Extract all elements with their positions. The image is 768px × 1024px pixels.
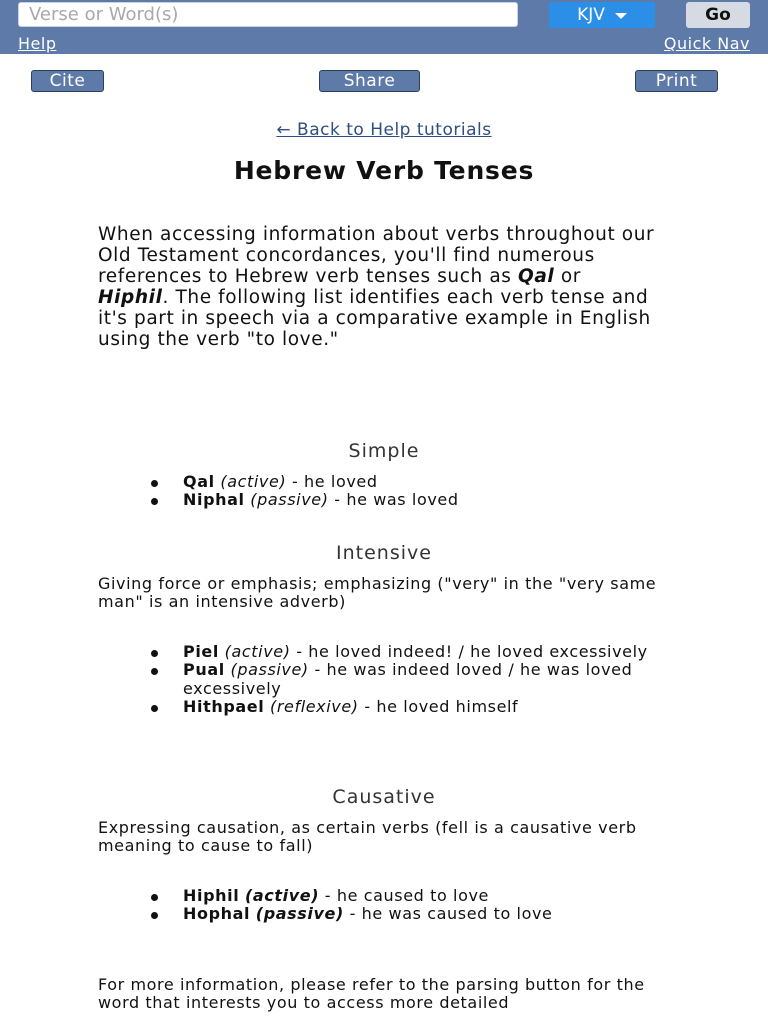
print-button[interactable]: Print [635, 70, 718, 92]
term-voice: (reflexive) [270, 696, 359, 716]
list-item [183, 473, 663, 491]
bullet-icon [151, 912, 158, 919]
help-link[interactable]: Help [18, 34, 57, 53]
intro-text-after: . The following list identifies each verb tense and it's part in speech via a comparative example in English using the verb "to love." [98, 287, 651, 350]
bullet-icon [151, 894, 158, 901]
list-item [183, 491, 663, 509]
term-name: Pual [183, 660, 225, 680]
term-example: - he was caused to love [343, 904, 553, 924]
search-input[interactable] [18, 2, 518, 27]
bible-version-select[interactable] [549, 2, 655, 28]
list-item [183, 661, 663, 698]
list-item [183, 905, 663, 923]
intensive-description: Giving force or emphasis; emphasizing ("very" in the "very same man" is an intensive adverb) [98, 574, 657, 612]
term-example: - he was loved [328, 490, 459, 510]
term-example: - he loved himself [358, 696, 519, 716]
term-name: Qal [183, 472, 215, 491]
term-example: - he was indeed loved / he was loved excessively [183, 660, 633, 698]
intro-text-before: When accessing information about verbs throughout our Old Testament concordances, you'll find numerous references to Hebrew verb tenses such as [98, 224, 655, 287]
causative-tense-list [183, 887, 663, 924]
term-name: Hithpael [183, 696, 265, 716]
top-nav-bar [0, 0, 768, 54]
bullet-icon [151, 668, 158, 675]
term-voice: (passive) [255, 904, 344, 924]
term-example: - he loved [286, 472, 378, 491]
list-item [183, 643, 663, 661]
bullet-icon [151, 498, 158, 505]
go-button[interactable]: Go [686, 2, 750, 28]
closing-paragraph: For more information, please refer to the parsing button for the word that interests you to access more detailed [98, 975, 645, 1013]
term-voice: (active) [220, 472, 287, 491]
list-item [183, 887, 663, 905]
page-title: Hebrew Verb Tenses [233, 156, 535, 185]
back-to-help-link[interactable]: ← Back to Help tutorials [276, 120, 492, 140]
term-name: Hophal [183, 904, 251, 924]
share-button[interactable]: Share [319, 70, 420, 92]
intro-text-mid: or [554, 266, 581, 287]
term-voice: (passive) [230, 660, 309, 680]
term-name: Niphal [183, 490, 245, 510]
term-name: Hiphil [183, 886, 240, 905]
term-example: - he loved indeed! / he loved excessively [290, 642, 648, 661]
term-example: - he caused to love [319, 886, 489, 905]
intensive-tense-list [183, 643, 663, 716]
intro-term-qal: Qal [518, 266, 555, 287]
quick-nav-link[interactable]: Quick Nav [663, 34, 750, 53]
caret-down-icon [615, 13, 627, 19]
simple-tense-list [183, 473, 663, 510]
bullet-icon [151, 480, 158, 487]
section-title-causative: Causative [332, 786, 436, 808]
term-voice: (active) [224, 642, 291, 661]
term-voice: (active) [244, 886, 320, 905]
bullet-icon [151, 650, 158, 657]
term-name: Piel [183, 642, 219, 661]
section-title-intensive: Intensive [336, 542, 432, 564]
intro-term-hiphil: Hiphil [98, 287, 163, 308]
cite-button[interactable]: Cite [31, 70, 104, 92]
section-title-simple: Simple [348, 440, 420, 462]
term-voice: (passive) [250, 490, 329, 510]
version-label: KJV [577, 5, 605, 25]
list-item [183, 698, 663, 716]
causative-description: Expressing causation, as certain verbs (fell is a causative verb meaning to cause to fall) [98, 818, 637, 856]
bullet-icon [151, 705, 158, 712]
intro-paragraph [98, 224, 658, 350]
